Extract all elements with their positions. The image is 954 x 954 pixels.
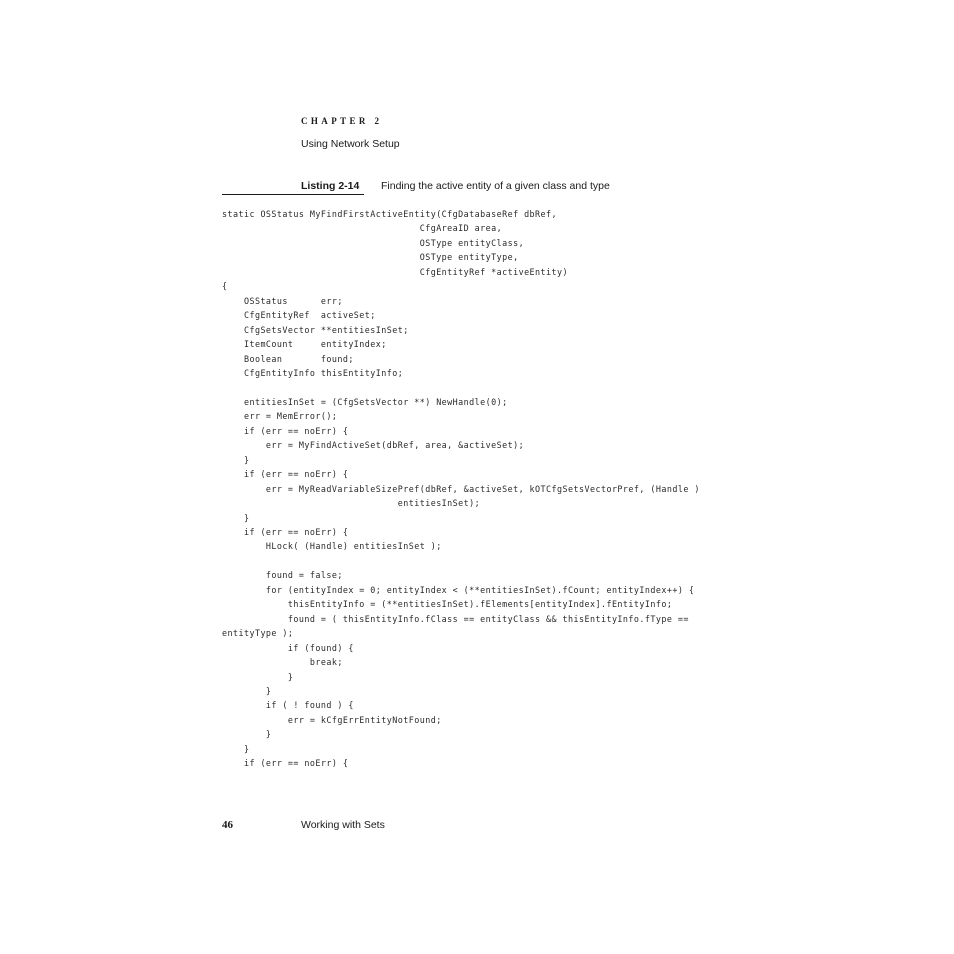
- listing-number: Listing 2-14: [301, 180, 360, 192]
- chapter-title: Using Network Setup: [301, 138, 400, 150]
- listing-caption: [301, 179, 610, 193]
- page-number: 46: [222, 819, 233, 831]
- code-listing: static OSStatus MyFindFirstActiveEntity(CfgDatabaseRef dbRef, CfgAreaID area, OSType entityClass, OSType entityType, CfgEntityRef *activeEntity) { OSStatus err; CfgEntityRef activeSet; CfgSetsVector **entitiesInSet; ItemCount entityIndex; Boolean found; CfgEntityInfo thisEntityInfo; entitiesInSet = (CfgSetsVector **) NewHandle(0); err = MemError(); if (err == noErr) { err = MyFindActiveSet(dbRef, area, &activeSet); } if (err == noErr) { err = MyReadVariableSizePref(dbRef, &activeSet, kOTCfgSetsVectorPref, (Handle ) entitiesInSet); } if (err == noErr) { HLock( (Handle) entitiesInSet ); found = false; for (entityIndex = 0; entityIndex < (**entitiesInSet).fCount; entityIndex++) { thisEntityInfo = (**entitiesInSet).fElements[entityIndex].fEntityInfo; found = ( thisEntityInfo.fClass == entityClass && thisEntityInfo.fType == entityType ); if (found) { break; } } if ( ! found ) { err = kCfgErrEntityNotFound; } } if (err == noErr) {: [222, 209, 700, 769]
- footer-section-title: Working with Sets: [301, 819, 385, 831]
- listing-caption-text: Finding the active entity of a given class and type: [381, 180, 610, 192]
- listing-rule: [222, 194, 364, 195]
- chapter-label: CHAPTER 2: [301, 116, 383, 126]
